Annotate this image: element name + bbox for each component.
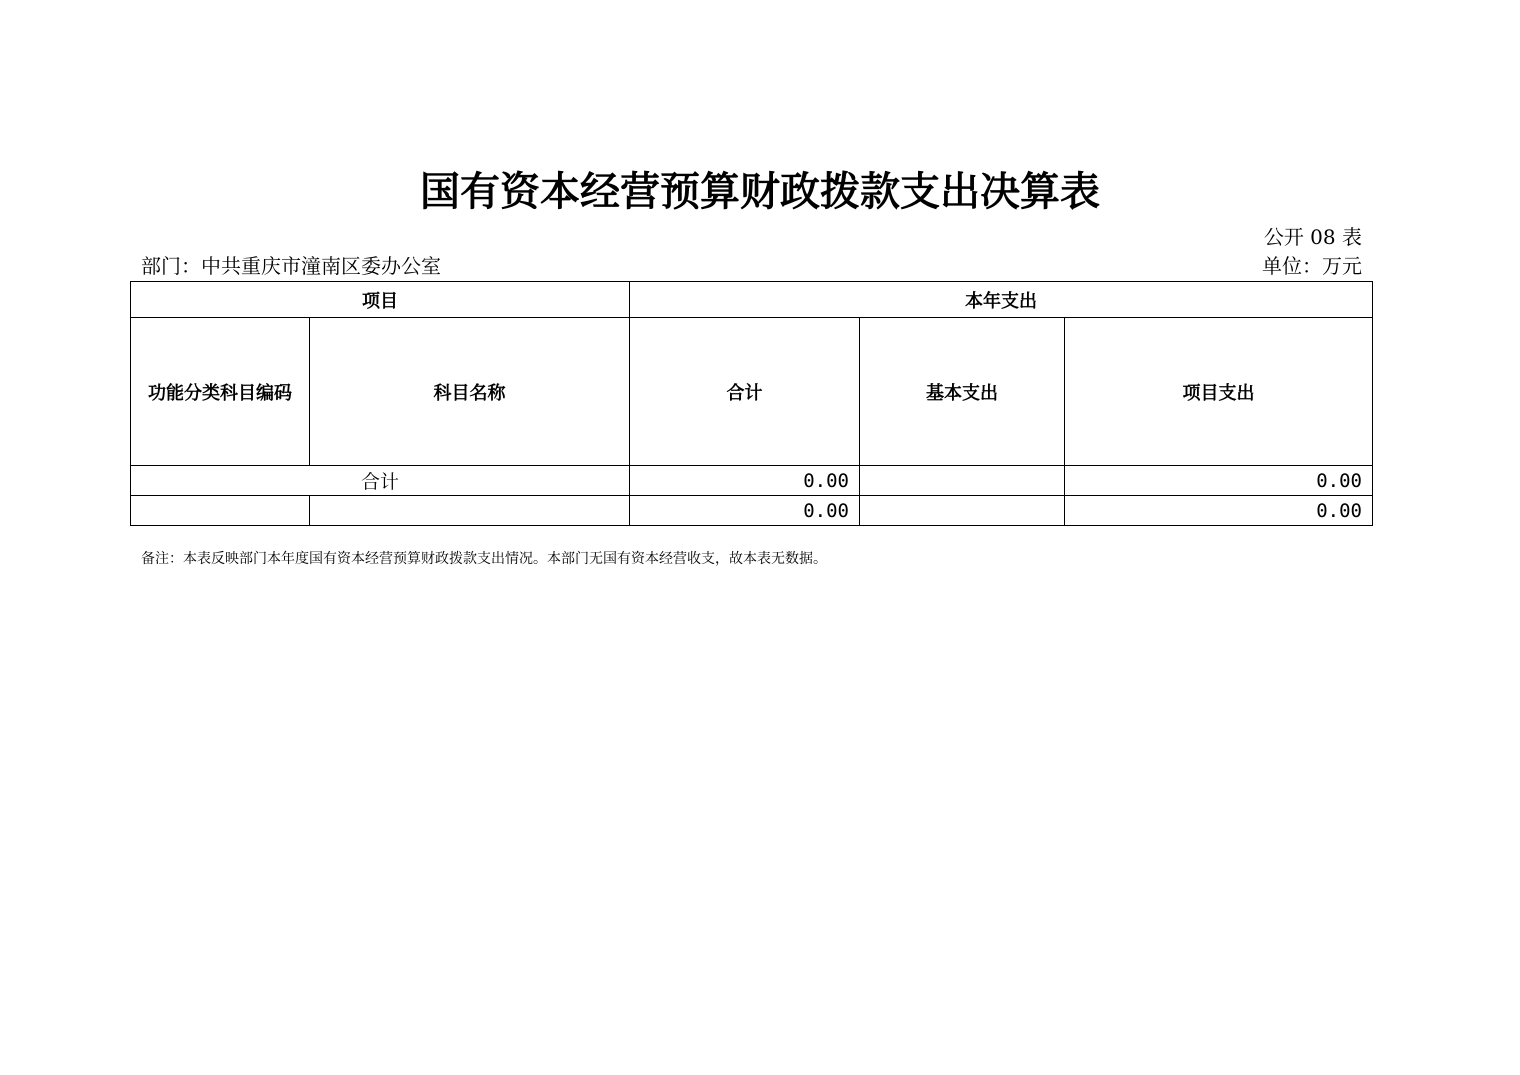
total-row-basic — [860, 466, 1065, 496]
column-header-row — [131, 318, 1373, 466]
budget-table — [130, 281, 1373, 526]
header-item: 项目 — [131, 282, 630, 318]
total-row-label: 合计 — [131, 466, 630, 496]
header-current-year: 本年支出 — [630, 282, 1373, 318]
department-label: 部门：中共重庆市潼南区委办公室 — [141, 254, 441, 278]
header-basic: 基本支出 — [860, 318, 1065, 466]
total-row — [131, 466, 1373, 496]
row-project: 0.00 — [1065, 496, 1373, 526]
row-code — [131, 496, 310, 526]
row-total: 0.00 — [630, 496, 860, 526]
header-total: 合计 — [630, 318, 860, 466]
footnote: 备注：本表反映部门本年度国有资本经营预算财政拨款支出情况。本部门无国有资本经营收支，故本表无数据。 — [141, 551, 827, 567]
table-row — [131, 496, 1373, 526]
header-project: 项目支出 — [1065, 318, 1373, 466]
header-name: 科目名称 — [310, 318, 630, 466]
group-header-row — [131, 282, 1373, 318]
row-name — [310, 496, 630, 526]
total-row-project: 0.00 — [1065, 466, 1373, 496]
row-basic — [860, 496, 1065, 526]
unit-label: 单位：万元 — [1262, 254, 1362, 278]
total-row-total: 0.00 — [630, 466, 860, 496]
form-number: 公开 08 表 — [1263, 225, 1362, 249]
header-code: 功能分类科目编码 — [131, 318, 310, 466]
page-title: 国有资本经营预算财政拨款支出决算表 — [420, 168, 1100, 215]
